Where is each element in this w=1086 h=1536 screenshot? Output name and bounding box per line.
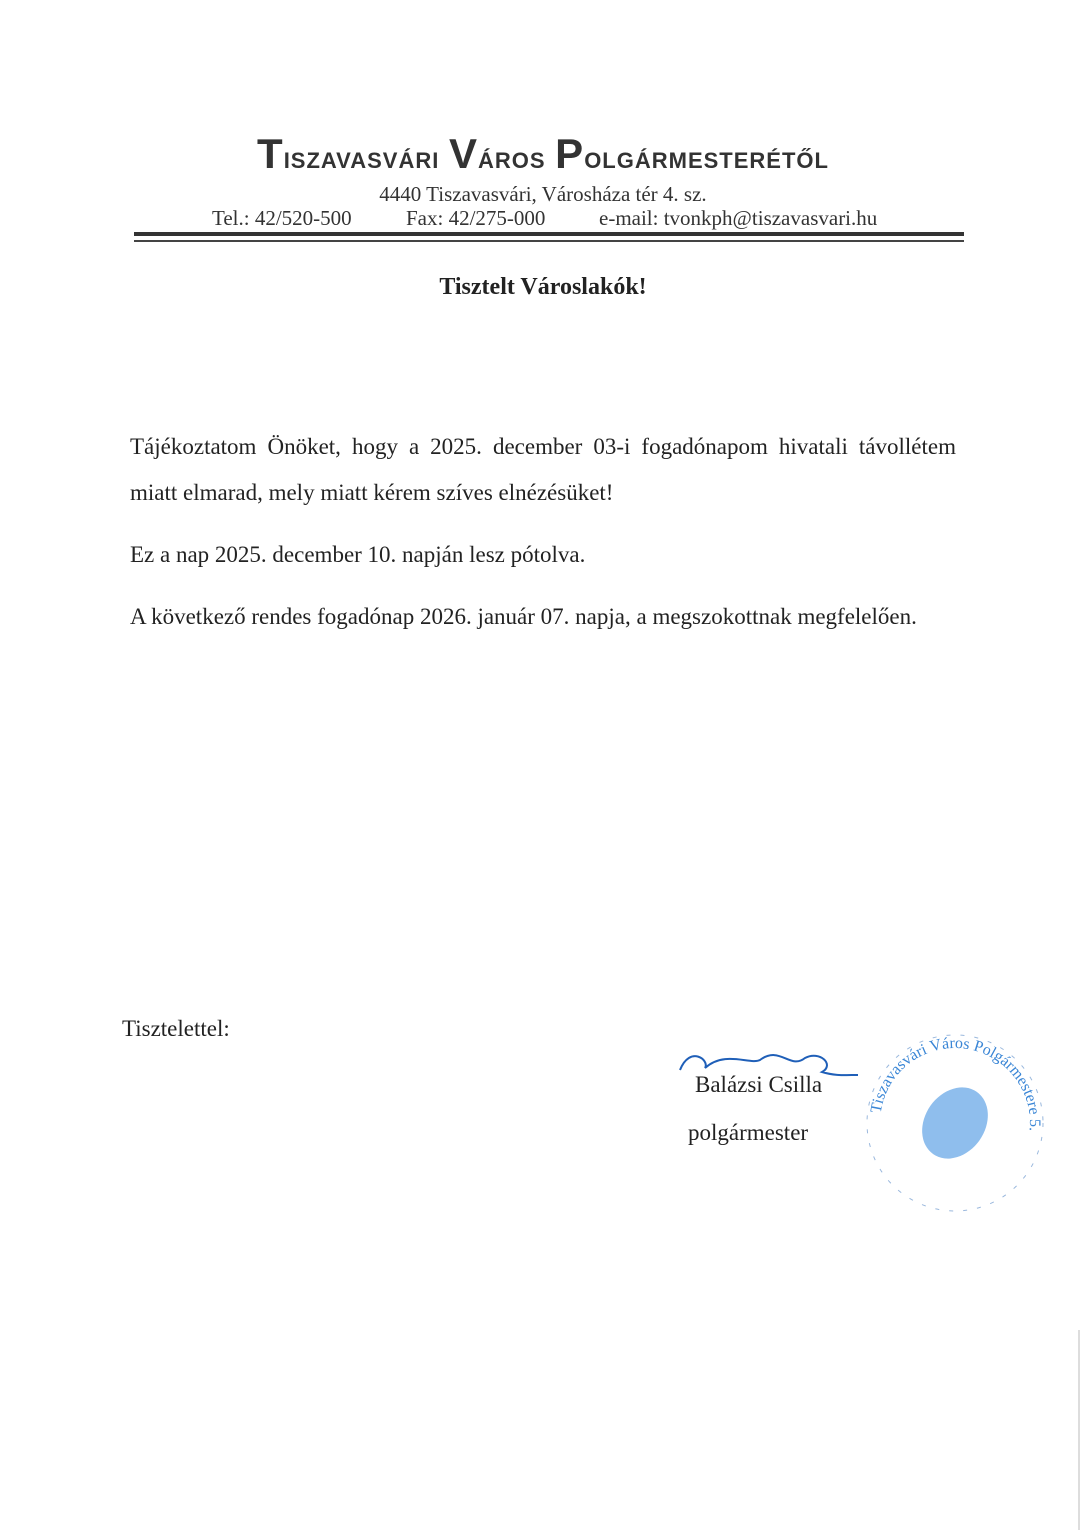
letter-body [130,424,956,656]
letterhead-divider [134,232,964,236]
letterhead-fax: Fax: 42/275-000 [406,206,546,230]
official-stamp [860,1028,1050,1218]
signatory-title: polgármester [688,1120,809,1145]
body-paragraph: A következő rendes fogadónap 2026. január 07. napja, a megszokottnak megfelelően. [130,604,917,629]
title-word: olgármesterétől [584,140,829,175]
signatory-name: Balázsi Csilla [695,1072,823,1097]
title-initial: T [257,130,284,177]
title-initial: V [448,130,478,177]
title-word: iszavasvári [283,140,440,175]
letterhead-email: e-mail: tvonkph@tiszavasvari.hu [599,206,878,230]
letterhead-divider-thin [134,240,964,242]
letterhead-address: 4440 Tiszavasvári, Városháza tér 4. sz. [379,182,707,206]
scan-edge [1078,1330,1080,1530]
coat-of-arms-icon [909,1075,1002,1172]
body-paragraph: Ez a nap 2025. december 10. napján lesz pótolva. [130,542,586,567]
closing: Tisztelettel: [122,1016,230,1041]
title-initial: P [555,130,585,177]
title-word: áros [477,140,546,175]
body-paragraph: Tájékoztatom Önöket, hogy a 2025. december 03-i fogadónapom hivatali távollétem miatt elmarad, mely miatt kérem szíves elnézésüket! [130,434,956,505]
salutation: Tisztelt Városlakók! [439,274,647,300]
svg-text:Tiszavasvári Város Polgármeste: Tiszavasvári Város Polgármestere 5. [867,1034,1044,1132]
letterhead-title [0,130,1086,178]
letterhead-tel: Tel.: 42/520-500 [212,206,352,230]
